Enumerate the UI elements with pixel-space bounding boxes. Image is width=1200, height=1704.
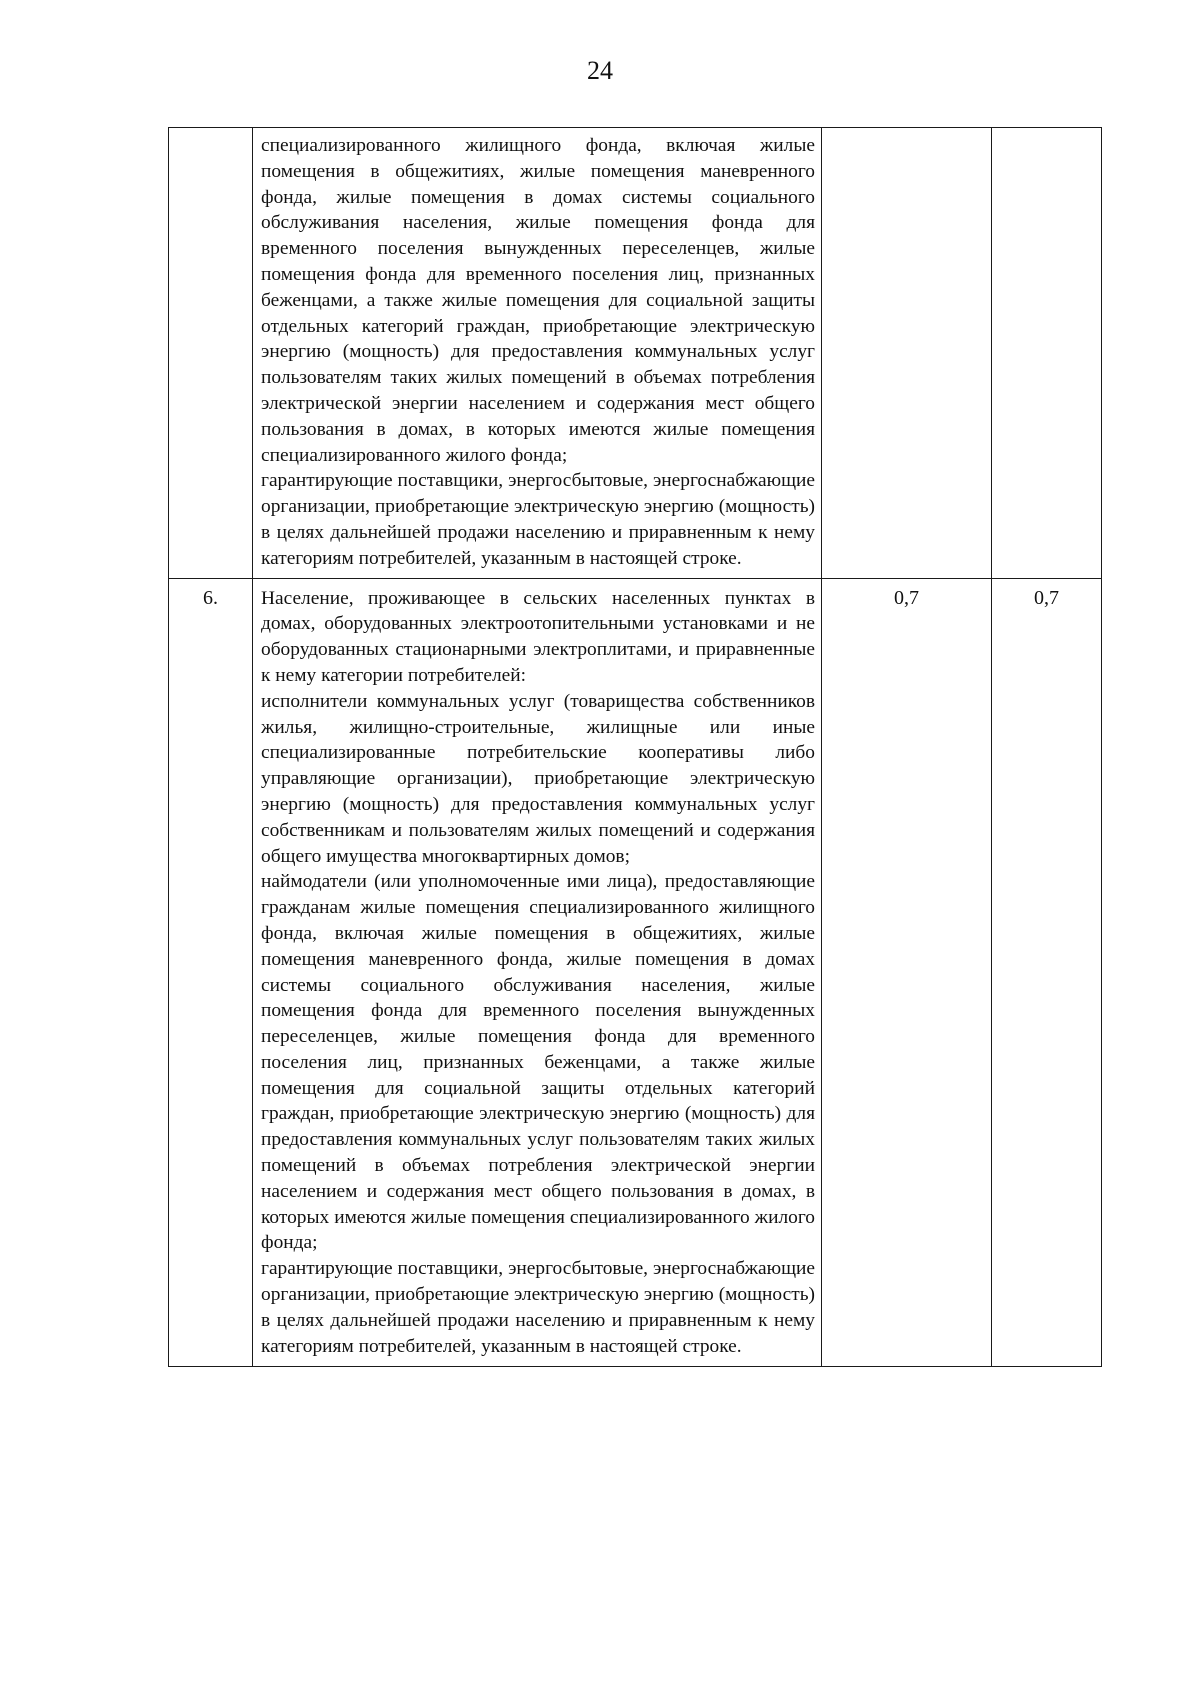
description-paragraph: наймодатели (или уполномоченные ими лица), предоставляющие гражданам жилые помещения специализированного жилищного фонда, включая жилые помещения в общежитиях, жилые помещения маневренного фонда, жилые помещения в домах системы социального обслуживания населения, жилые помещения фонда для временного поселения вынужденных переселенцев, жилые помещения фонда для временного поселения лиц, признанных беженцами, а также жилые помещения для социальной защиты отдельных категорий граждан, приобретающие электрическую энергию (мощность) для предоставления коммунальных услуг пользователям таких жилых помещений в объемах потребления электрической энергии населением и содержания мест общего пользования в домах, в которых имеются жилые помещения специализированного жилого фонда; xyxy=(261,871,815,1254)
description-paragraph: Население, проживающее в сельских населенных пунктах в домах, оборудованных электроотопительными установками и не оборудованных стационарными электроплитами, и приравненные к нему категории потребителей: xyxy=(261,587,815,686)
row-value-2-cell xyxy=(992,128,1102,579)
description-paragraph: гарантирующие поставщики, энергосбытовые, энергоснабжающие организации, приобретающие электрическую энергию (мощность) в целях дальнейшей продажи населению и приравненным к нему категориям потребителей, указанным в настоящей строке. xyxy=(261,470,815,569)
row-value-2-cell: 0,7 xyxy=(992,578,1102,1367)
table-row-6 xyxy=(169,578,1102,1367)
row-description-cell xyxy=(253,578,822,1367)
tariff-table xyxy=(168,127,1102,1367)
description-paragraph: гарантирующие поставщики, энергосбытовые, энергоснабжающие организации, приобретающие электрическую энергию (мощность) в целях дальнейшей продажи населению и приравненным к нему категориям потребителей, указанным в настоящей строке. xyxy=(261,1258,815,1357)
description-paragraph: исполнители коммунальных услуг (товарищества собственников жилья, жилищно-строительные, жилищные или иные специализированные потребительские кооперативы либо управляющие организации), приобретающие электрическую энергию (мощность) для предоставления коммунальных услуг собственникам и пользователям жилых помещений и содержания общего имущества многоквартирных домов; xyxy=(261,690,815,867)
row-number-cell: 6. xyxy=(169,578,253,1367)
row-value-1-cell xyxy=(822,128,992,579)
row-value-1-cell: 0,7 xyxy=(822,578,992,1367)
description-paragraph: специализированного жилищного фонда, включая жилые помещения в общежитиях, жилые помещения маневренного фонда, жилые помещения в домах системы социального обслуживания населения, жилые помещения фонда для временного поселения вынужденных переселенцев, жилые помещения фонда для временного поселения лиц, признанных беженцами, а также жилые помещения для социальной защиты отдельных категорий граждан, приобретающие электрическую энергию (мощность) для предоставления коммунальных услуг пользователям таких жилых помещений в объемах потребления электрической энергии населением и содержания мест общего пользования в домах, в которых имеются жилые помещения специализированного жилого фонда; xyxy=(261,135,815,466)
row-description-cell xyxy=(253,128,822,579)
table-row-continuation xyxy=(169,128,1102,579)
row-number-cell xyxy=(169,128,253,579)
page-number: 24 xyxy=(587,56,613,85)
